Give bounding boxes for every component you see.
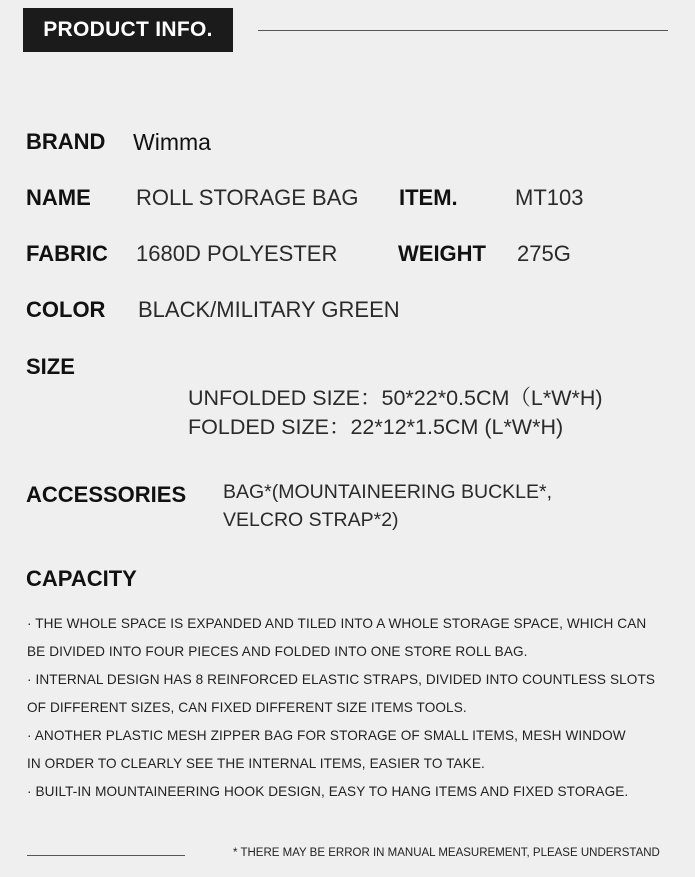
weight-label: WEIGHT (398, 241, 486, 266)
unfolded-size: UNFOLDED SIZE：50*22*0.5CM（L*W*H) (188, 386, 603, 410)
capacity-line: OF DIFFERENT SIZES, CAN FIXED DIFFERENT SIZE ITEMS TOOLS. (27, 700, 467, 715)
capacity-line: BE DIVIDED INTO FOUR PIECES AND FOLDED INTO ONE STORE ROLL BAG. (27, 644, 528, 659)
capacity-line: IN ORDER TO CLEARLY SEE THE INTERNAL ITEMS, EASIER TO TAKE. (27, 756, 485, 771)
item-value: MT103 (515, 185, 584, 210)
measurement-disclaimer: * THERE MAY BE ERROR IN MANUAL MEASUREMENT, PLEASE UNDERSTAND (233, 847, 660, 859)
item-label: ITEM. (399, 185, 458, 210)
accessories-label: ACCESSORIES (26, 482, 187, 507)
weight-value: 275G (517, 241, 571, 266)
product-info-header: PRODUCT INFO. (23, 8, 233, 52)
name-label: NAME (26, 185, 91, 210)
fabric-value: 1680D POLYESTER (136, 241, 338, 266)
capacity-label: CAPACITY (26, 566, 137, 591)
capacity-line: · BUILT-IN MOUNTAINEERING HOOK DESIGN, EASY TO HANG ITEMS AND FIXED STORAGE. (27, 784, 629, 799)
fabric-label: FABRIC (26, 241, 108, 266)
folded-size: FOLDED SIZE：22*12*1.5CM (L*W*H) (188, 415, 564, 439)
accessories-line: BAG*(MOUNTAINEERING BUCKLE*, (223, 481, 553, 503)
accessories-line: VELCRO STRAP*2) (223, 509, 399, 531)
capacity-line: · INTERNAL DESIGN HAS 8 REINFORCED ELASTIC STRAPS, DIVIDED INTO COUNTLESS SLOTS (27, 672, 656, 687)
header-divider (258, 30, 668, 31)
name-value: ROLL STORAGE BAG (136, 185, 359, 210)
color-label: COLOR (26, 297, 106, 322)
brand-value: Wimma (133, 129, 211, 155)
capacity-line: · ANOTHER PLASTIC MESH ZIPPER BAG FOR STORAGE OF SMALL ITEMS, MESH WINDOW (27, 728, 626, 743)
footer-divider (27, 855, 185, 856)
capacity-line: · THE WHOLE SPACE IS EXPANDED AND TILED INTO A WHOLE STORAGE SPACE, WHICH CAN (27, 616, 647, 631)
brand-label: BRAND (26, 129, 106, 154)
color-value: BLACK/MILITARY GREEN (138, 297, 400, 322)
size-label: SIZE (26, 354, 75, 379)
